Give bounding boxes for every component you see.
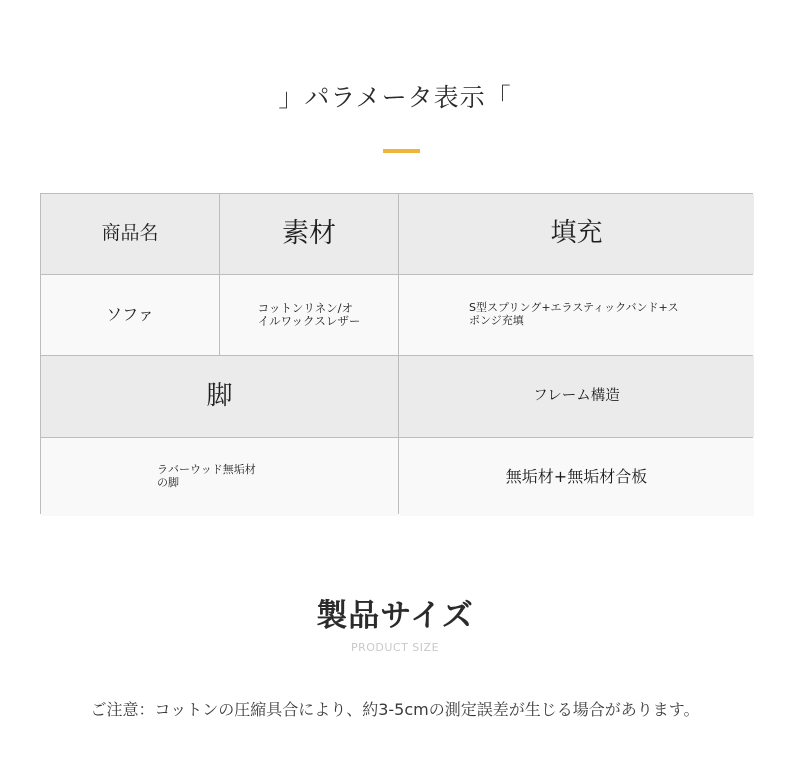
material-value-line1: コットンリネン/オ	[257, 300, 354, 315]
material-header: 素材	[220, 194, 398, 274]
frame-structure-header: フレーム構造	[399, 356, 754, 437]
page-title: 」パラメータ表示「	[278, 83, 512, 112]
filling-value	[399, 275, 754, 355]
filling-value-line2: ポンジ充填	[469, 314, 524, 327]
filling-value-line1: S型スプリング+エラスティックバンド+ス	[469, 301, 679, 315]
product-size-subtitle: PRODUCT SIZE	[350, 641, 440, 654]
material-value-line2: イルワックスレザー	[257, 314, 361, 328]
material-value	[220, 275, 398, 355]
parameter-table	[40, 193, 753, 514]
product-name-value: ソファ	[41, 275, 219, 355]
filling-header: 填充	[399, 194, 754, 274]
title-accent-bar	[383, 149, 420, 153]
legs-value	[41, 438, 398, 516]
product-size-title: 製品サイズ	[316, 598, 474, 634]
frame-structure-value: 無垢材+無垢材合板	[399, 438, 754, 516]
legs-value-line2: の脚	[157, 476, 179, 489]
legs-header: 脚	[41, 356, 398, 437]
legs-value-line1: ラバーウッド無垢材	[157, 463, 256, 477]
measurement-notice: ご注意：コットンの圧縮具合により、約3-5cmの測定誤差が生じる場合があります。	[90, 700, 700, 719]
product-name-header: 商品名	[41, 194, 219, 274]
